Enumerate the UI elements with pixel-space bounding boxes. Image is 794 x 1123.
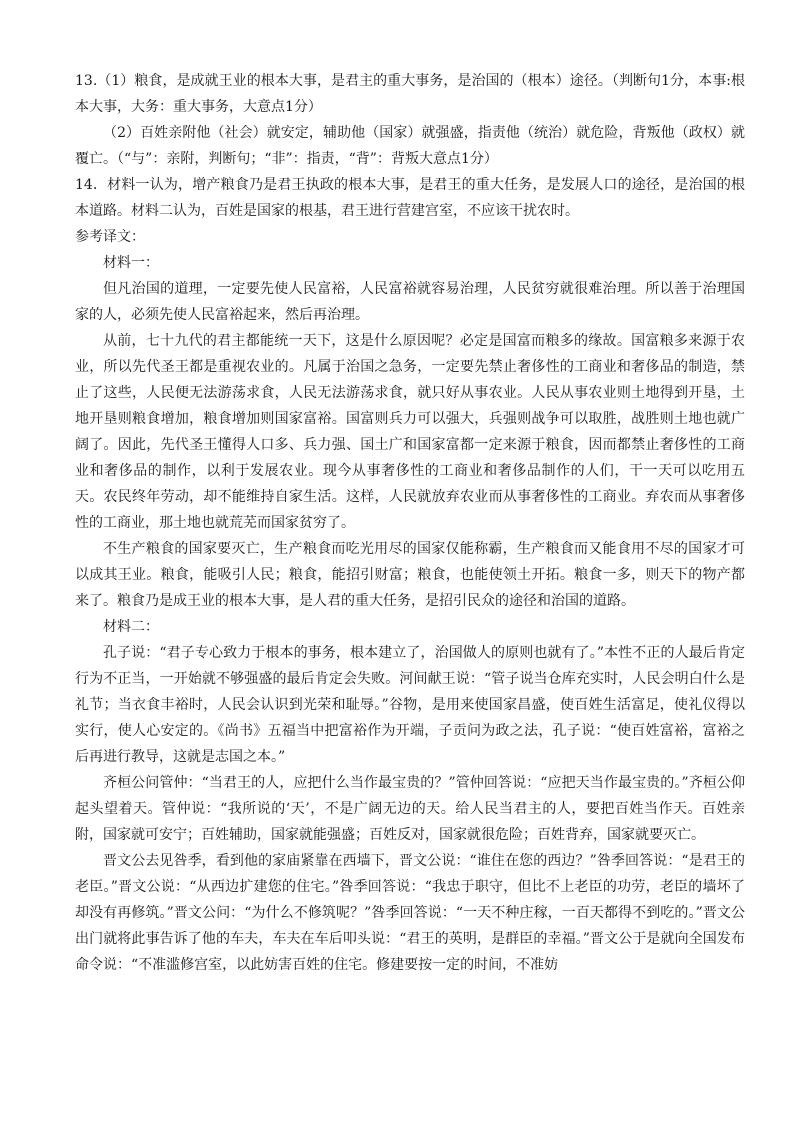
material1-paragraph: 不生产粮食的国家要灭亡，生产粮食而吃光用尽的国家仅能称霸，生产粮食而又能食用不尽的国家才可以成其王业。粮食，能吸引人民；粮食，能招引财富；粮食，也能使领土开拓。粮食一多，则天下的物产都来了。粮食乃是成王业的根本大事，是人君的重大任务，是招引民众的途径和治国的道路。 [75,541,745,609]
material1-paragraph: 从前，七十九代的君主都能统一天下，这是什么原因呢？必定是国富而粮多的缘故。国富粮多来源于农业，所以先代圣王都是重视农业的。凡属于治国之急务，一定要先禁止奢侈性的工商业和奢侈品的制造，禁止了这些，人民便无法游荡求食，人民无法游荡求食，就只好从事农业。人民从事农业则土地得到开垦，土地开垦则粮食增加，粮食增加则国家富裕。国富则兵力可以强大，兵强则战争可以取胜，战胜则土地也就广阔了。因此，先代圣王懂得人口多、兵力强、国土广和国家富都一定来源于粮食，因而都禁止奢侈性的工商业和奢侈品的制作，以利于发展农业。现今从事奢侈性的工商业和奢侈品制作的人们，干一天可以吃用五天。农民终年劳动，却不能维持自家生活。这样，人民就放弃农业而从事奢侈性的工商业。弃农而从事奢侈性的工商业，那土地也就荒芜而国家贫穷了。 [75,333,745,531]
material2-paragraph: 孔子说：“君子专心致力于根本的事务，根本建立了，治国做人的原则也就有了。”本性不正的人最后肯定行为不正当，一开始就不够强盛的最后肯定会失败。河间献王说：“管子说当仓库充实时，人民会明白什么是礼节；当衣食丰裕时，人民会认识到光荣和耻辱。”谷物，是用来使国家昌盛，使百姓生活富足，使礼仪得以实行，使人心安定的。《尚书》五福当中把富裕作为开端，子贡问为政之法，孔子说：“使百姓富裕，富裕之后再进行教导，这就是志国之本。” [75,645,745,765]
answer-q13-part1: 13.（1）粮食，是成就王业的根本大事，是君主的重大事务，是治国的（根本）途径。（判断句1分，本事:根本大事，大务：重大事务，大意点1分） [75,73,745,115]
translation-heading: 参考译文： [75,229,145,245]
material2-paragraph: 齐桓公问管仲：“当君王的人，应把什么当作最宝贵的？”管仲回答说：“应把天当作最宝贵的。”齐桓公仰起头望着天。管仲说：“我所说的‘天’，不是广阔无边的天。给人民当君主的人，要把百姓当作天。百姓亲附，国家就可安宁；百姓辅助，国家就能强盛；百姓反对，国家就很危险；百姓背弃，国家就要灭亡。 [75,775,745,843]
material1-paragraph: 但凡治国的道理，一定要先使人民富裕，人民富裕就容易治理，人民贫穷就很难治理。所以善于治理国家的人，必须先使人民富裕起来，然后再治理。 [75,281,745,323]
material1-label: 材料一： [103,255,159,271]
material2-label: 材料二： [103,619,159,635]
answer-q14: 14．材料一认为，增产粮食乃是君王执政的根本大事，是君王的重大任务，是发展人口的途径，是治国的根本道路。材料二认为，百姓是国家的根基，君王进行营建宫室，不应该干扰农时。 [75,177,745,219]
document-page [75,68,745,978]
material2-paragraph: 晋文公去见咎季，看到他的家庙紧靠在西墙下，晋文公说：“谁住在您的西边？”咎季回答说：“是君王的老臣。”晋文公说：“从西边扩建您的住宅。”咎季回答说：“我忠于职守，但比不上老臣的功劳，老臣的墙坏了却没有再修筑。”晋文公问：“为什么不修筑呢？”咎季回答说：“一天不种庄稼，一百天都得不到吃的。”晋文公出门就将此事告诉了他的车夫，车夫在车后叩头说：“君王的英明，是群臣的幸福。”晋文公于是就向全国发布命令说：“不准滥修宫室，以此妨害百姓的住宅。修建要按一定的时间，不准妨 [75,853,745,973]
answer-q13-part2: （2）百姓亲附他（社会）就安定，辅助他（国家）就强盛，指责他（统治）就危险，背叛他（政权）就覆亡。（“与”：亲附，判断句；“非”：指责，“背”：背叛大意点1分） [75,125,745,167]
